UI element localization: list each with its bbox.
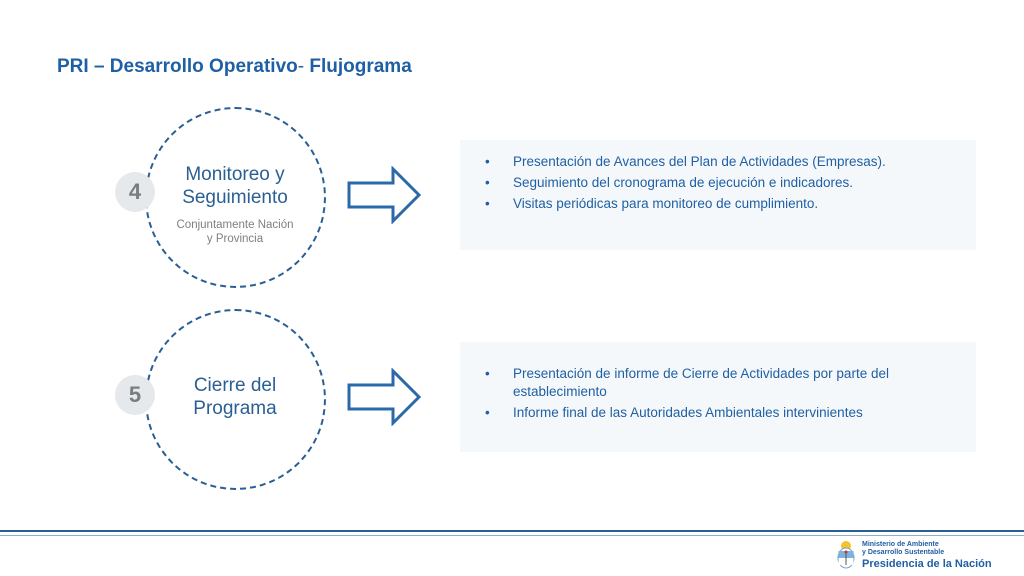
step-5-details-panel (460, 342, 976, 452)
step-5-title (150, 374, 320, 420)
step-5-bullet-list (460, 365, 976, 422)
step-4-title-line1: Monitoreo y (185, 164, 285, 185)
step-5-arrow-icon (346, 368, 422, 426)
step-4-subtitle-line1: Conjuntamente Nación (176, 219, 294, 231)
step-4-bullet-list (460, 153, 976, 213)
step-5-title-line2: Programa (193, 398, 277, 419)
step-4-bullet-2: • Seguimiento del cronograma de ejecución e indicadores. (460, 174, 976, 192)
national-coat-of-arms-icon (836, 540, 856, 570)
title-dash: - (297, 56, 305, 77)
step-4-arrow-icon (346, 166, 422, 224)
step-4-subtitle-line2: y Provincia (206, 233, 264, 245)
step-4-bullet-3: • Visitas periódicas para monitoreo de cumplimiento. (460, 195, 976, 213)
step-5-bullet-2: • Informe final de las Autoridades Ambientales intervinientes (460, 404, 976, 422)
step-5-bullet-1: • Presentación de informe de Cierre de Actividades por parte del establecimiento (460, 365, 976, 401)
step-4-bullet-1: • Presentación de Avances del Plan de Actividades (Empresas). (460, 153, 976, 171)
ministry-logo (836, 540, 1016, 572)
title-tail: Flujograma (304, 56, 412, 77)
step-5-number-badge: 5 (115, 375, 155, 415)
step-4-subtitle (150, 218, 320, 246)
logo-presidency: Presidencia de la Nación (862, 558, 992, 570)
logo-ministry-line2: y Desarrollo Sustentable (862, 549, 945, 556)
logo-ministry-line1: Ministerio de Ambiente (862, 541, 939, 548)
step-4-number-badge: 4 (115, 172, 155, 212)
step-4-details-panel (460, 140, 976, 250)
step-5-title-line1: Cierre del (193, 375, 277, 396)
step-4-title (150, 163, 320, 209)
footer-divider-line (0, 530, 1024, 532)
title-main: PRI – Desarrollo Operativo (57, 56, 298, 77)
page-title (57, 56, 412, 78)
step-4-title-line2: Seguimiento (182, 187, 288, 208)
footer-divider-thin-line (0, 535, 1024, 536)
